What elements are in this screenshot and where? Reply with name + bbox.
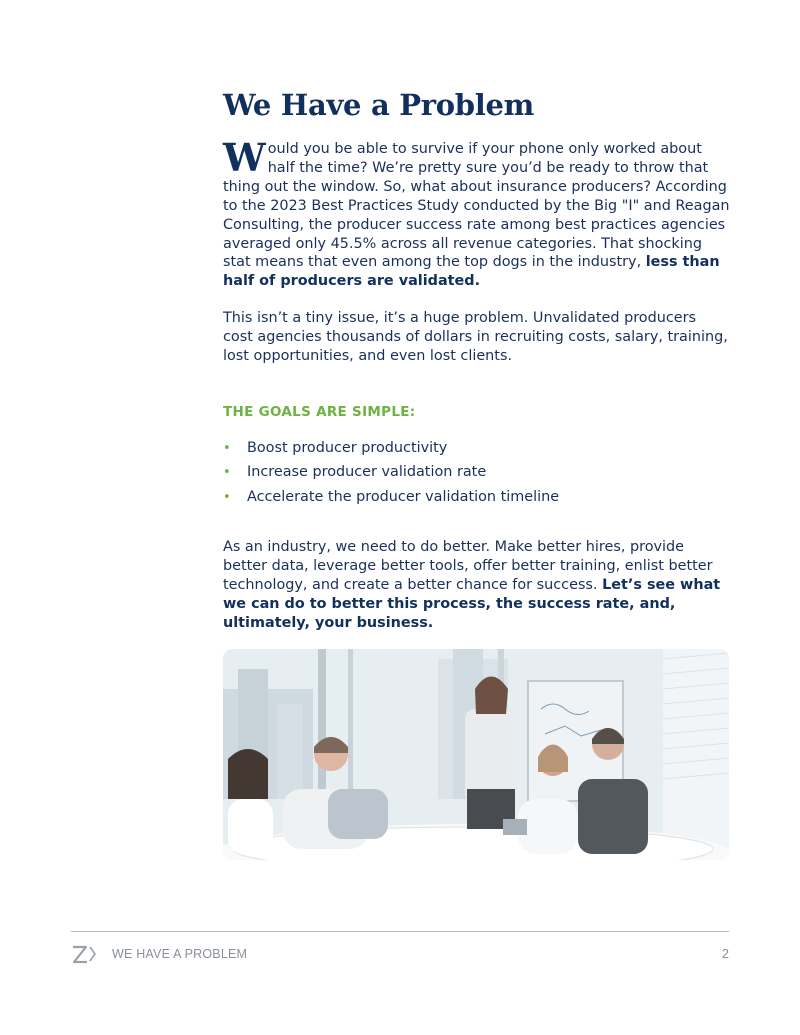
bullet-icon: • (223, 489, 231, 505)
closing-bold-text: Let’s see what we can do to better this process, the success rate, and, ultimately, your business. (223, 576, 721, 631)
intro-bold-text: less than half of producers are validated. (223, 254, 720, 290)
intro-text: ould you be able to survive if your phone only worked about half the time? We’re pretty sure you’d be ready to throw that thing out the window. So, what about insurance producers? According to the 2023 Best Practices Study conducted by the Big "I" and Reagan Consulting, the producer success rate among best practices agencies averaged only 45.5% across all revenue categories. That shocking stat means that even among the top dogs in the industry, (223, 141, 730, 271)
closing-text: As an industry, we need to do better. Make better hires, provide better data, leverage better tools, offer better training, enlist better technology, and create a better chance for success. (223, 538, 713, 593)
page-number: 2 (721, 946, 729, 961)
closing-paragraph (223, 538, 730, 633)
footer-section-label: WE HAVE A PROBLEM (112, 947, 248, 961)
list-item (223, 463, 730, 482)
meeting-photo (223, 649, 729, 860)
intro-paragraph (223, 135, 730, 291)
goal-text: Accelerate the producer validation timeline (247, 488, 560, 505)
list-item (223, 488, 730, 507)
dropcap-letter: W (223, 135, 266, 180)
page-title: We Have a Problem (223, 88, 534, 122)
list-item (223, 439, 730, 458)
goal-text: Boost producer productivity (247, 439, 448, 456)
problem-paragraph: This isn’t a tiny issue, it’s a huge problem. Unvalidated producers cost agencies thousands of dollars in recruiting costs, salary, training, lost opportunities, and even lost clients. (223, 310, 728, 365)
bullet-icon: • (223, 440, 231, 456)
footer-divider (71, 931, 729, 932)
meeting-photo-illustration (223, 649, 729, 860)
goals-heading: THE GOALS ARE SIMPLE: (223, 403, 416, 420)
main-content (223, 86, 730, 633)
z-logo-icon (71, 944, 97, 966)
bullet-icon: • (223, 465, 231, 481)
goals-list (223, 439, 730, 507)
goal-text: Increase producer validation rate (247, 464, 487, 481)
